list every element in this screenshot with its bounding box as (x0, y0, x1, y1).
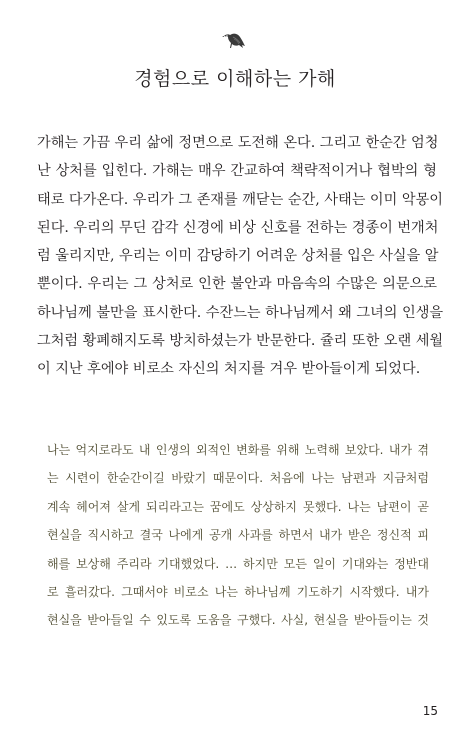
quote-line: 나는 억지로라도 내 인생의 외적인 변화를 위해 노력해 보았다. 내가 겪 (47, 443, 429, 457)
block-quote (47, 436, 429, 635)
body-line: 뿐이다. 우리는 그 상처로 인한 불안과 마음속의 수많은 의문으로 (37, 276, 437, 293)
section-title: 경험으로 이해하는 가해 (134, 68, 336, 90)
body-line: 이 지난 후에야 비로소 자신의 처지를 겨우 받아들이게 되었다. (37, 361, 421, 378)
page-number: 15 (422, 704, 438, 718)
body-line: 태로 다가온다. 우리가 그 존재를 깨닫는 순간, 사태는 이미 악몽이 (37, 191, 443, 208)
quote-line: 현실을 받아들일 수 있도록 도움을 구했다. 사실, 현실을 받아들이는 것 (47, 613, 429, 628)
quote-line: 계속 헤어져 살게 되리라고는 꿈에도 상상하지 못했다. 나는 남편이 곧 (47, 499, 429, 514)
body-line: 가해는 가끔 우리 삶에 정면으로 도전해 온다. 그리고 한순간 엄청 (37, 135, 439, 151)
quote-line: 현실을 직시하고 결국 나에게 공개 사과를 하면서 내가 받은 정신적 피 (47, 528, 429, 543)
body-line: 난 상처를 입힌다. 가해는 매우 간교하여 책략적이거나 협박의 형 (37, 163, 437, 180)
body-line: 된다. 우리의 무딘 감각 신경에 비상 신호를 전하는 경종이 번개처 (37, 219, 439, 236)
quote-line: 로 흘러갔다. 그때서야 비로소 나는 하나님께 기도하기 시작했다. 내가 (47, 584, 429, 599)
body-text (37, 129, 444, 384)
body-line: 럼 울리지만, 우리는 이미 감당하기 어려운 상처를 입은 사실을 알 (37, 248, 439, 265)
quote-line: 는 시련이 한순간이길 바랐기 때문이다. 처음에 나는 남편과 지금처럼 (47, 471, 429, 486)
body-line: 그처럼 황폐해지도록 방치하셨는가 반문한다. 쥴리 또한 오랜 세월 (37, 333, 444, 350)
quote-line: 해를 보상해 주리라 기대했었다. … 하지만 모든 일이 기대와는 정반대 (47, 556, 429, 571)
body-line: 하나님께 불만을 표시한다. 수잔느는 하나님께서 왜 그녀의 인생을 (37, 304, 444, 321)
bird-icon (221, 28, 247, 54)
